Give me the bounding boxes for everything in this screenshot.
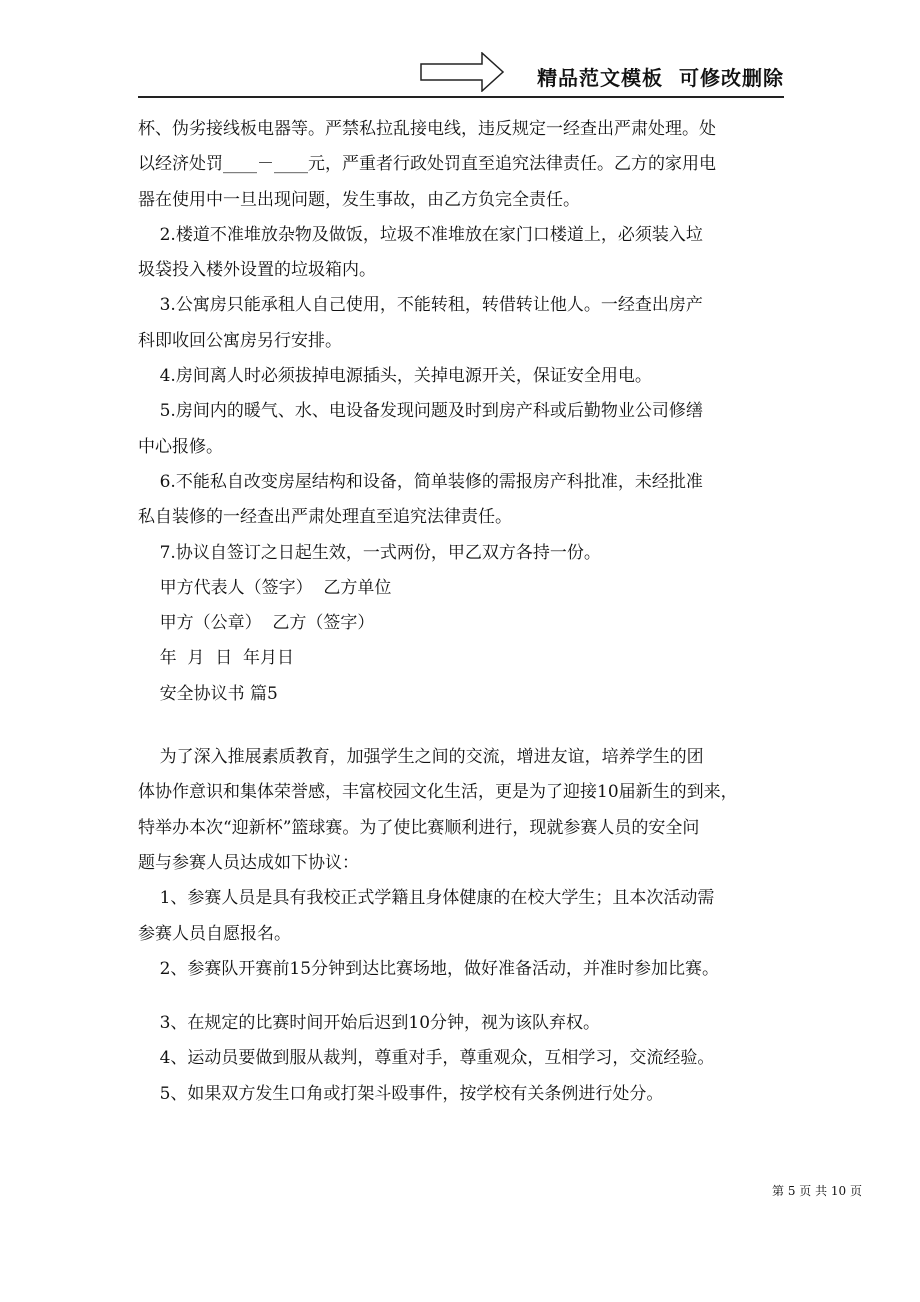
paragraph-line: 6.不能私自改变房屋结构和设备，简单装修的需报房产科批准，未经批准: [138, 471, 703, 492]
paragraph-line: 科即收回公寓房另行安排。: [138, 330, 342, 351]
paragraph-line: 2、参赛队开赛前15分钟到达比赛场地，做好准备活动，并准时参加比赛。: [138, 958, 720, 979]
section-heading: 安全协议书 篇5: [138, 683, 278, 704]
paragraph-line: 5、如果双方发生口角或打架斗殴事件，按学校有关条例进行处分。: [138, 1083, 664, 1104]
paragraph-line: 4.房间离人时必须拔掉电源插头，关掉电源开关，保证安全用电。: [138, 366, 652, 387]
paragraph-line: 中心报修。: [138, 436, 223, 457]
paragraph-line: 3、在规定的比赛时间开始后迟到10分钟，视为该队弃权。: [138, 1013, 601, 1034]
page-header: [138, 50, 784, 98]
signature-line: 甲方代表人（签字） 乙方单位: [138, 577, 392, 598]
paragraph-line: 4、运动员要做到服从裁判，尊重对手，尊重观众，互相学习，交流经验。: [138, 1048, 715, 1069]
header-divider: [138, 96, 784, 98]
paragraph-line: 私自装修的一经查出严肃处理直至追究法律责任。: [138, 507, 512, 528]
paragraph-spacer: [138, 987, 788, 1006]
page-number: 第 5 页 共 10 页: [772, 1184, 862, 1198]
paragraph-line: 特举办本次“迎新杯”篮球赛。为了使比赛顺利进行，现就参赛人员的安全问: [138, 817, 700, 838]
paragraph-line: 1、参赛人员是具有我校正式学籍且身体健康的在校大学生；且本次活动需: [138, 888, 715, 909]
date-line: 年 月 日 年月日: [138, 648, 295, 669]
document-body: [138, 112, 788, 1112]
header-title: 精品范文模板 可修改删除: [537, 66, 784, 90]
paragraph-line: 为了深入推展素质教育，加强学生之间的交流，增进友谊，培养学生的团: [138, 747, 704, 768]
paragraph-spacer: [138, 712, 788, 740]
paragraph-line: 器在使用中一旦出现问题，发生事故，由乙方负完全责任。: [138, 189, 580, 210]
paragraph-line: 题与参赛人员达成如下协议：: [138, 852, 359, 873]
right-arrow-icon: [420, 52, 504, 92]
paragraph-line: 体协作意识和集体荣誉感，丰富校园文化生活，更是为了迎接10届新生的到来，: [138, 782, 738, 803]
paragraph-line: 参赛人员自愿报名。: [138, 923, 291, 944]
paragraph-line: 3.公寓房只能承租人自己使用，不能转租，转借转让他人。一经查出房产: [138, 295, 703, 316]
paragraph-line: 圾袋投入楼外设置的垃圾箱内。: [138, 260, 376, 281]
signature-line: 甲方（公章） 乙方（签字）: [138, 613, 375, 634]
paragraph-line: 5.房间内的暖气、水、电设备发现问题及时到房产科或后勤物业公司修缮: [138, 401, 703, 422]
paragraph-line: 以经济处罚____－____元，严重者行政处罚直至追究法律责任。乙方的家用电: [138, 154, 716, 175]
paragraph-line: 杯、伪劣接线板电器等。严禁私拉乱接电线，违反规定一经查出严肃处理。处: [138, 119, 716, 139]
paragraph-line: 7.协议自签订之日起生效，一式两份，甲乙双方各持一份。: [138, 542, 601, 563]
paragraph-line: 2.楼道不准堆放杂物及做饭，垃圾不准堆放在家门口楼道上，必须装入垃: [138, 224, 703, 245]
